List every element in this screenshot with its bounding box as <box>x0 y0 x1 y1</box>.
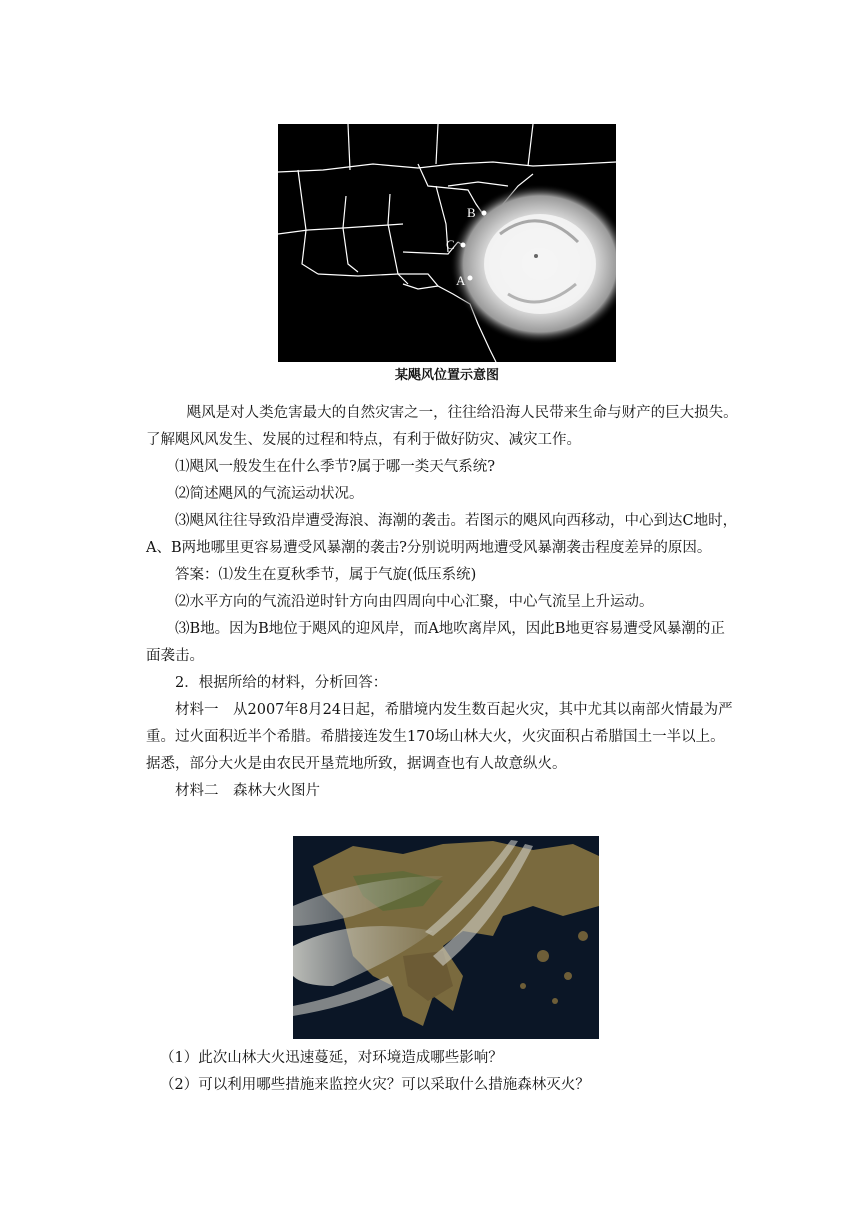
point-c-label: C <box>446 237 455 252</box>
question-fire-2: （2）可以利用哪些措施来监控火灾？可以采取什么措施森林灭火？ <box>160 1077 590 1093</box>
point-b-label: B <box>467 205 476 220</box>
point-a-marker <box>468 276 473 281</box>
forest-fire-satellite-image <box>293 836 599 1039</box>
figure1-caption: 某飓风位置示意图 <box>394 368 499 383</box>
material-1: 材料一 从2007年8月24日起，希腊境内发生数百起火灾，其中尤其以南部火情最为严重。过火面积近半个希腊。希腊接连发生170场山林大火，火灾面积占希腊国土一半以上。据悉，部分大火是由农民开垦荒地所致，据调查也有人故意纵火。 <box>146 702 733 772</box>
question-fire-1: （1）此次山林大火迅速蔓延，对环境造成哪些影响？ <box>160 1050 503 1066</box>
hurricane-map-figure <box>278 124 616 362</box>
point-b-marker <box>482 211 487 216</box>
point-a-label: A <box>456 273 466 288</box>
question-2: ⑵简述飓风的气流运动状况。 <box>175 486 364 502</box>
section-2-heading: 2．根据所给的材料，分析回答： <box>175 675 388 691</box>
hurricane-eye <box>534 254 538 258</box>
answer-1: 答案：⑴发生在夏秋季节，属于气旋(低压系统) <box>175 567 477 583</box>
point-c-marker <box>461 243 466 248</box>
material-2-heading: 材料二 森林大火图片 <box>175 783 320 799</box>
answer-2: ⑵水平方向的气流沿逆时针方向由四周向中心汇聚，中心气流呈上升运动。 <box>175 594 654 610</box>
answer-3: ⑶B地。因为B地位于飓风的迎风岸，而A地吹离岸风，因此B地更容易遭受风暴潮的正面袭击。 <box>146 621 725 664</box>
question-text <box>146 400 738 805</box>
question-1: ⑴飓风一般发生在什么季节?属于哪一类天气系统? <box>175 459 496 475</box>
question-3: ⑶飓风往往导致沿岸遭受海浪、海潮的袭击。若图示的飓风向西移动，中心到达C地时，A、B两地哪里更容易遭受风暴潮的袭击?分别说明两地遭受风暴潮袭击程度差异的原因。 <box>146 513 738 556</box>
paragraph-intro: 飓风是对人类危害最大的自然灾害之一，往往给沿海人民带来生命与财产的巨大损失。了解飓风风发生、发展的过程和特点，有利于做好防灾、减灾工作。 <box>146 405 738 448</box>
